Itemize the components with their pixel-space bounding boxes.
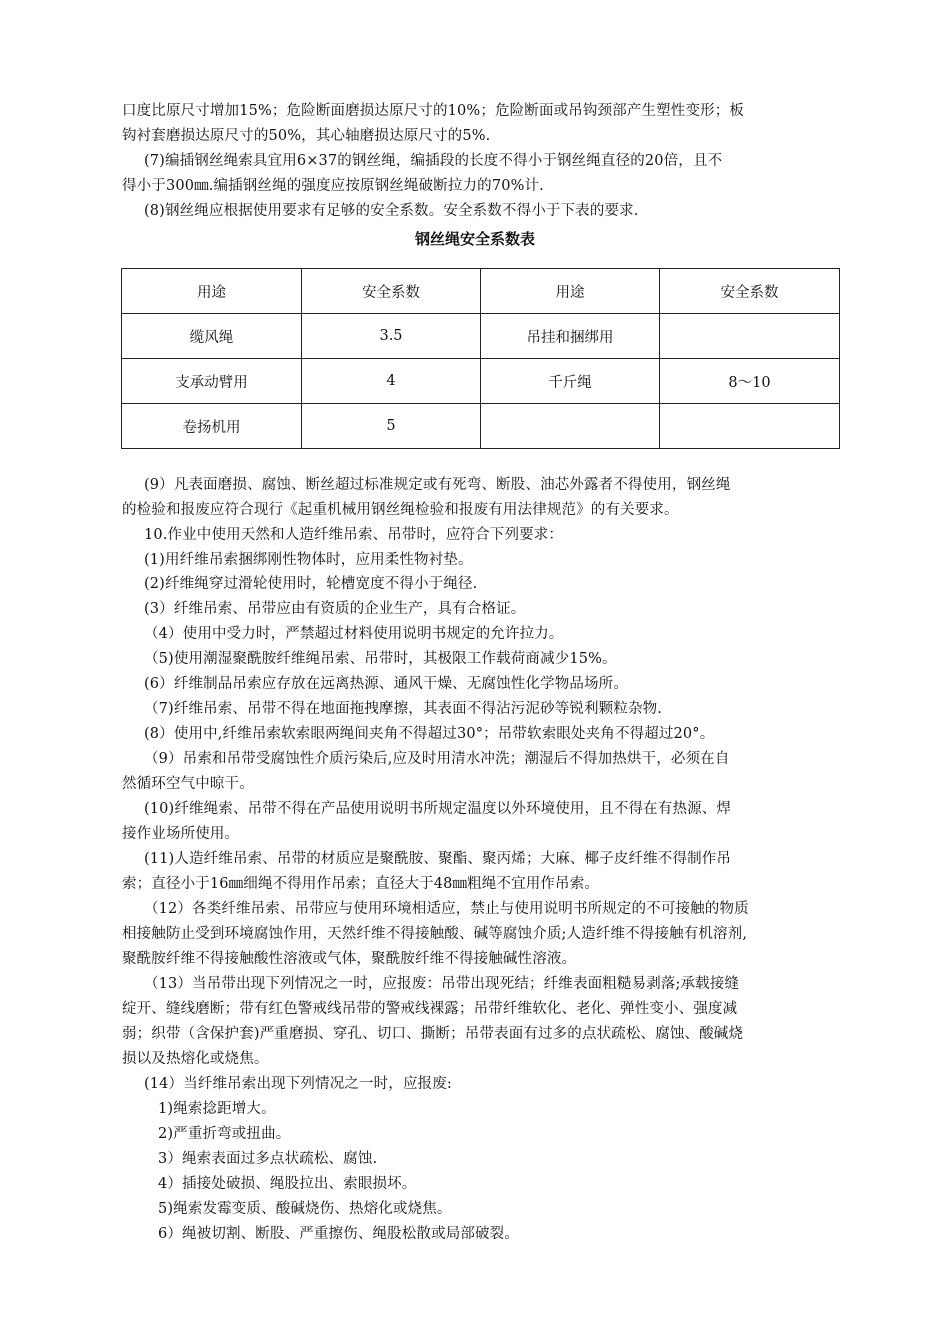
paragraph-line: (3）纤维吊索、吊带应由有资质的企业生产，具有合格证。 <box>144 601 526 617</box>
table-cell: 卷扬机用 <box>122 404 302 449</box>
paragraph-line: 弱；织带（含保护套)严重磨损、穿孔、切口、撕断；吊带表面有过多的点状疏松、腐蚀、酸碱烧 <box>122 1026 744 1042</box>
paragraph-line: (7)编插钢丝绳索具宜用6×37的钢丝绳，编插段的长度不得小于钢丝绳直径的20倍，且不 <box>144 153 723 169</box>
table-cell: 3.5 <box>302 314 481 359</box>
paragraph-line: (6）纤维制品吊索应存放在远离热源、通风干燥、无腐蚀性化学物品场所。 <box>144 676 628 692</box>
safety-factor-table <box>121 268 840 449</box>
table-cell: 支承动臂用 <box>122 359 302 404</box>
paragraph-line: (2)纤维绳穿过滑轮使用时，轮槽宽度不得小于绳径. <box>144 576 478 592</box>
paragraph-line: 接作业场所使用。 <box>122 826 240 842</box>
paragraph-line: （7)纤维吊索、吊带不得在地面拖拽摩擦，其表面不得沾污泥砂等锐利颗粒杂物. <box>144 701 663 717</box>
paragraph-line: （5)使用潮湿聚酰胺纤维绳吊索、吊带时，其极限工作载荷商减少15%。 <box>144 651 617 667</box>
table-cell: 缆风绳 <box>122 314 302 359</box>
paragraph-line: (11)人造纤维吊索、吊带的材质应是聚酰胺、聚酯、聚丙烯；大麻、椰子皮纤维不得制作吊 <box>144 851 732 867</box>
list-item: 4）插接处破损、绳股拉出、索眼损坏。 <box>158 1176 417 1192</box>
table-header-row <box>122 269 840 314</box>
paragraph-line: 钩衬套磨损达原尺寸的50%，其心轴磨损达原尺寸的5%. <box>122 128 491 144</box>
list-item: 5)绳索发霉变质、酸碱烧伤、热熔化或烧焦。 <box>158 1201 452 1217</box>
table-row <box>122 314 840 359</box>
table-cell <box>660 404 840 449</box>
table-cell: 5 <box>302 404 481 449</box>
paragraph-line: 得小于300㎜.编插钢丝绳的强度应按原钢丝绳破断拉力的70%计. <box>122 178 544 194</box>
paragraph-line: 损以及热熔化或烧焦。 <box>122 1051 269 1067</box>
paragraph-line: 的检验和报废应符合现行《起重机械用钢丝绳检验和报废有用法律规范》的有关要求。 <box>122 502 679 518</box>
list-item: 2)严重折弯或扭曲。 <box>158 1126 291 1142</box>
paragraph-line: 口度比原尺寸增加15%；危险断面磨损达原尺寸的10%；危险断面或吊钩颈部产生塑性变形；板 <box>122 103 745 119</box>
table-cell: 4 <box>302 359 481 404</box>
paragraph-line: （13）当吊带出现下列情况之一时，应报废：吊带出现死结；纤维表面粗糙易剥落;承载接缝 <box>144 976 740 992</box>
paragraph-line: 然循环空气中晾干。 <box>122 776 254 792</box>
paragraph-line: （4）使用中受力时，严禁超过材料使用说明书规定的允许拉力。 <box>144 626 564 642</box>
table-cell <box>660 314 840 359</box>
table-cell <box>481 404 660 449</box>
paragraph-line: (8）使用中,纤维吊索软索眼两绳间夹角不得超过30°；吊带软索眼处夹角不得超过20°。 <box>144 726 715 742</box>
table-header-cell: 安全系数 <box>660 269 840 314</box>
paragraph-line: （9）吊索和吊带受腐蚀性介质污染后,应及时用清水冲洗；潮湿后不得加热烘干，必须在自 <box>144 751 730 767</box>
paragraph-line: (1)用纤维吊索捆绑刚性物体时，应用柔性物衬垫。 <box>144 552 473 568</box>
table-row <box>122 359 840 404</box>
paragraph-line: 相接触防止受到环境腐蚀作用，天然纤维不得接触酸、碱等腐蚀介质;人造纤维不得接触有机溶剂, <box>122 926 748 942</box>
paragraph-line: (14）当纤维吊索出现下列情况之一时，应报废: <box>144 1076 452 1092</box>
list-item: 6）绳被切割、断股、严重擦伤、绳股松散或局部破裂。 <box>158 1226 519 1242</box>
paragraph-line: 绽开、缝线磨断；带有红色警戒线吊带的警戒线裸露；吊带纤维软化、老化、弹性变小、强度减 <box>122 1001 738 1017</box>
table-cell: 8～10 <box>660 359 840 404</box>
table-title: 钢丝绳安全系数表 <box>414 230 535 248</box>
paragraph-line: 索；直径小于16㎜细绳不得用作吊索；直径大于48㎜粗绳不宜用作吊索。 <box>122 876 599 892</box>
paragraph-line: 聚酰胺纤维不得接触酸性溶液或气体，聚酰胺纤维不得接触碱性溶液。 <box>122 951 577 967</box>
paragraph-line: （12）各类纤维吊索、吊带应与使用环境相适应，禁止与使用说明书所规定的不可接触的物质 <box>144 901 749 917</box>
paragraph-line: (10)纤维绳索、吊带不得在产品使用说明书所规定温度以外环境使用，且不得在有热源、焊 <box>144 801 732 817</box>
paragraph-line: 10.作业中使用天然和人造纤维吊索、吊带时，应符合下列要求： <box>144 527 564 543</box>
paragraph-line: (8)钢丝绳应根据使用要求有足够的安全系数。安全系数不得小于下表的要求. <box>144 203 639 219</box>
table-cell: 吊挂和捆绑用 <box>481 314 660 359</box>
table-cell: 千斤绳 <box>481 359 660 404</box>
list-item: 3）绳索表面过多点状疏松、腐蚀. <box>158 1151 378 1167</box>
table-header-cell: 用途 <box>481 269 660 314</box>
table-header-cell: 安全系数 <box>302 269 481 314</box>
table-header-cell: 用途 <box>122 269 302 314</box>
table-row <box>122 404 840 449</box>
paragraph-line: (9）凡表面磨损、腐蚀、断丝超过标准规定或有死弯、断股、油芯外露者不得使用，钢丝绳 <box>144 477 731 493</box>
list-item: 1)绳索捻距增大。 <box>158 1101 276 1117</box>
